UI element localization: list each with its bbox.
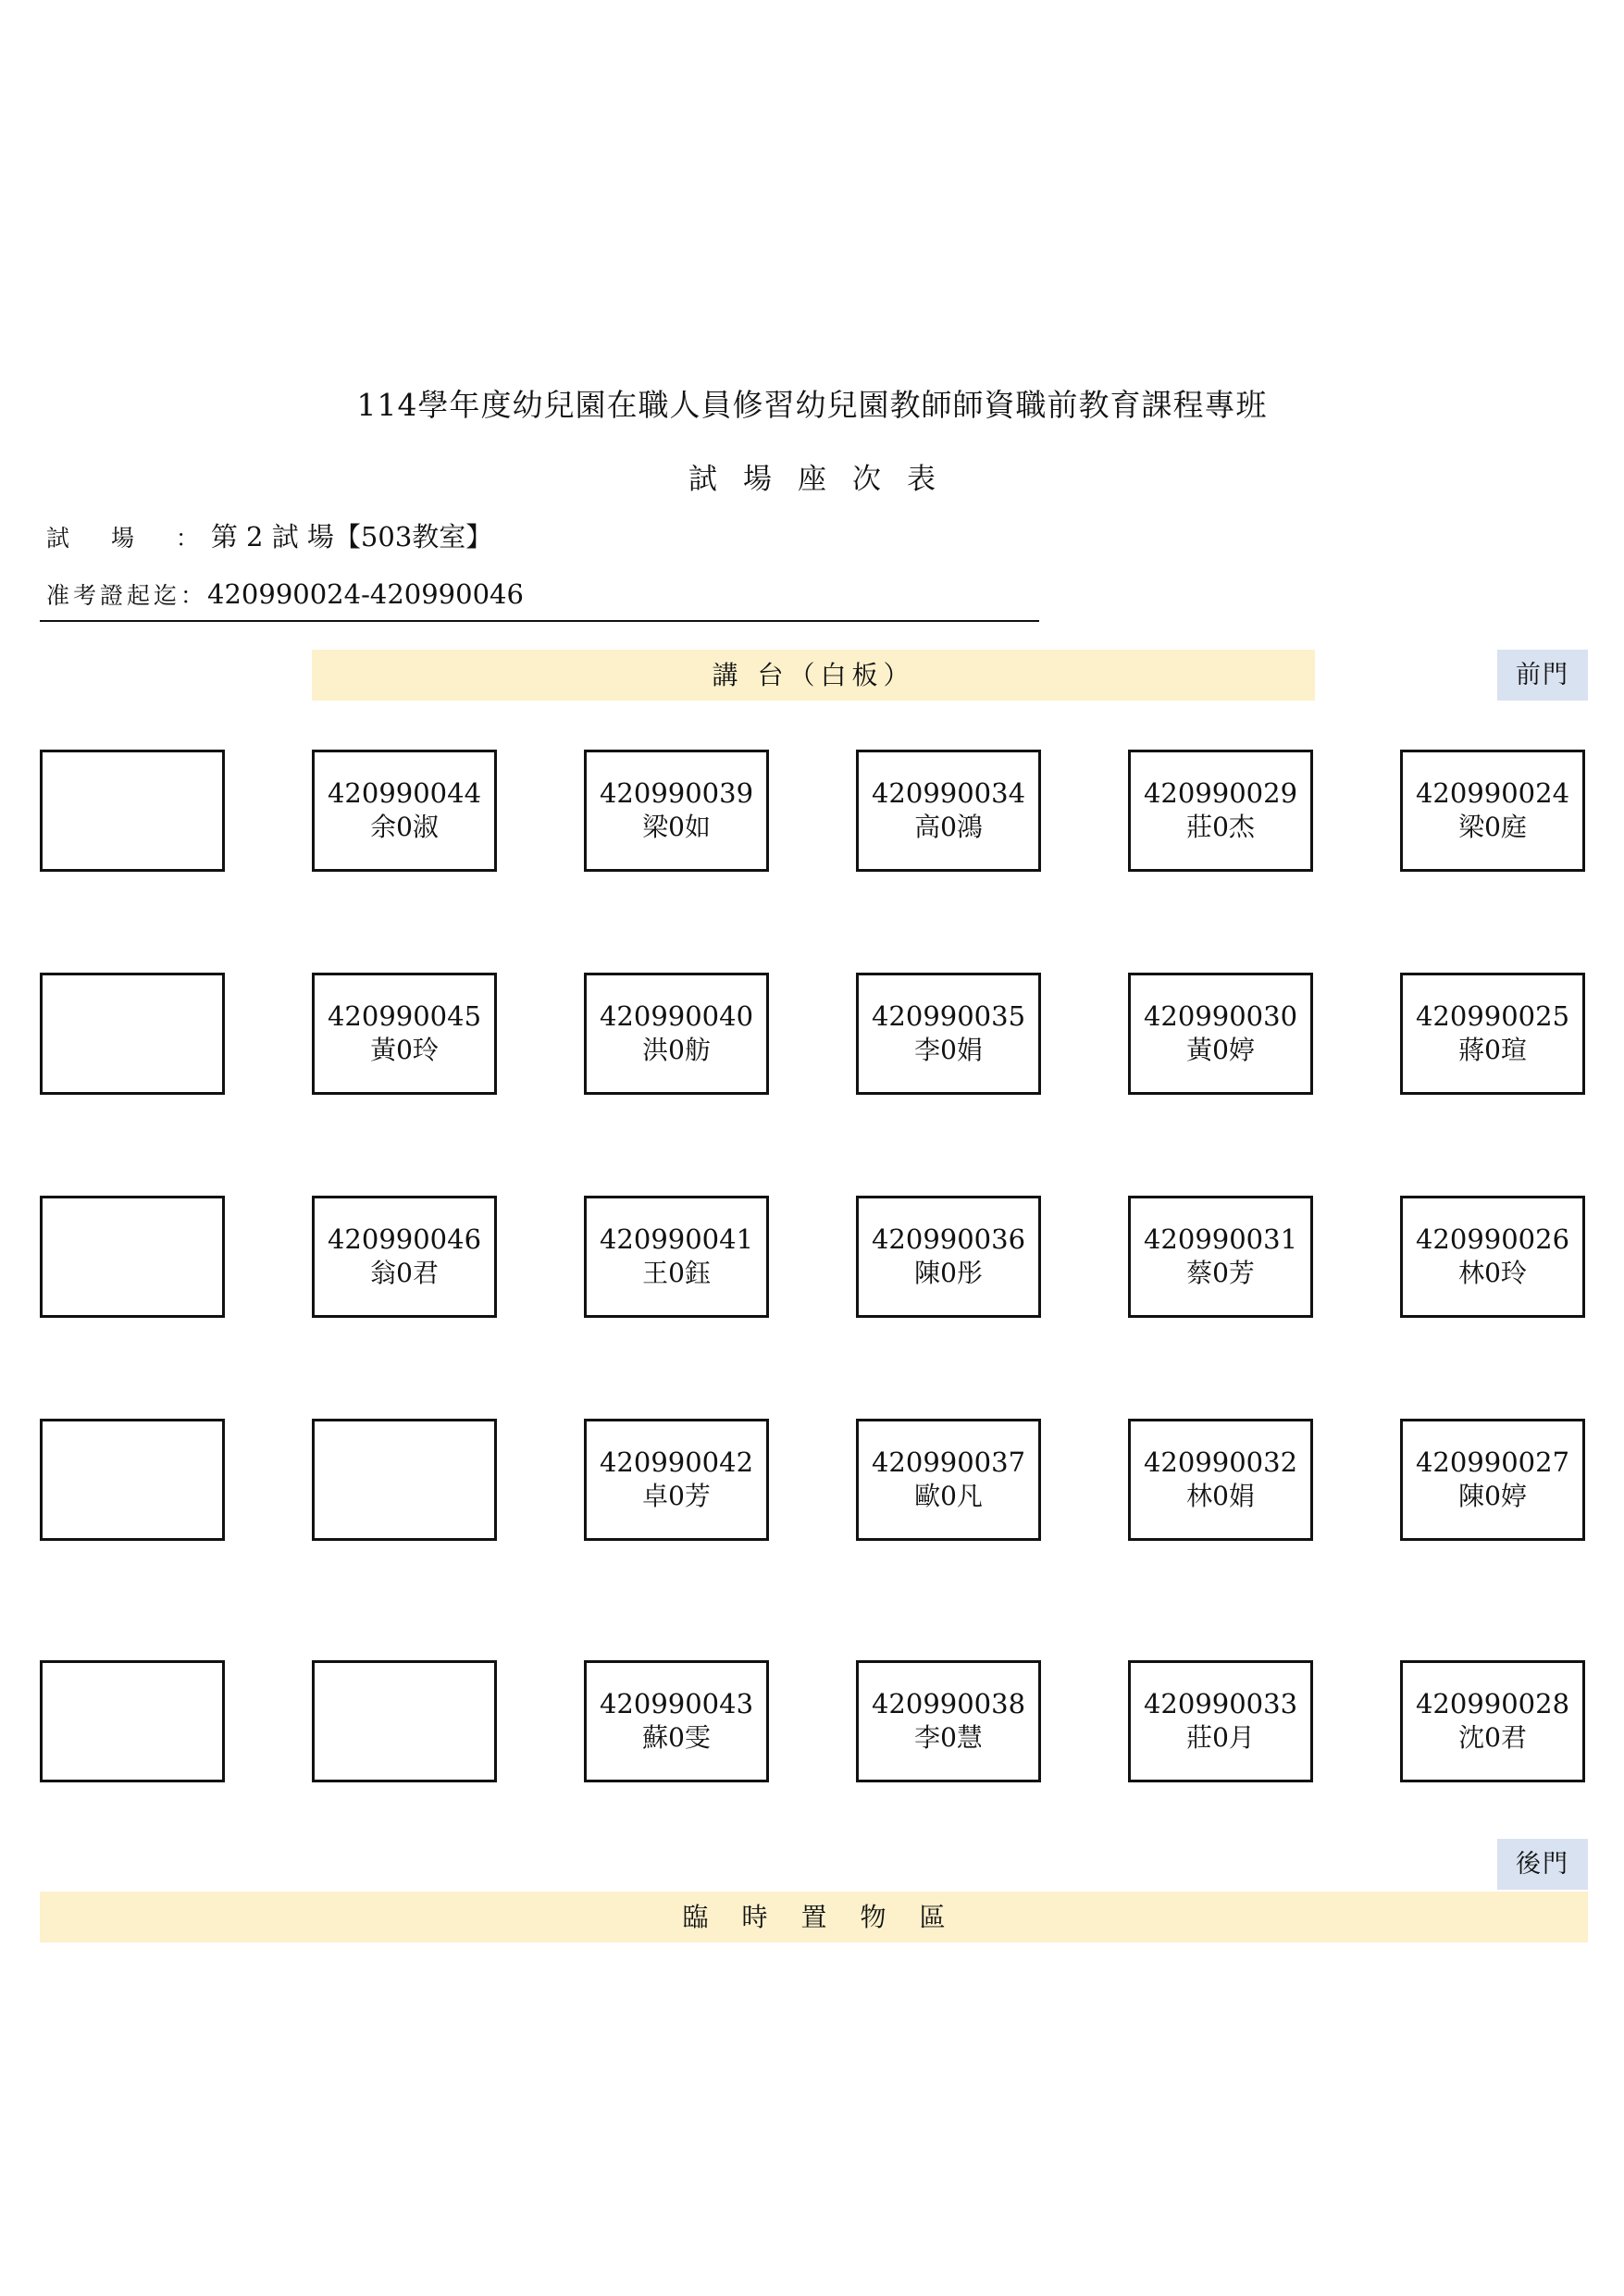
seat-candidate-name: 高0鴻 (914, 812, 983, 842)
seat-ticket-number: 420990045 (327, 1000, 482, 1032)
seat-box (856, 973, 1041, 1095)
seat-box (1128, 973, 1313, 1095)
seat-ticket-number: 420990038 (871, 1688, 1026, 1719)
seat-box (40, 1196, 225, 1318)
seat-candidate-name: 歐0凡 (914, 1481, 983, 1511)
seat-box (856, 1660, 1041, 1782)
seat-box (1400, 1660, 1585, 1782)
seat-box (856, 1419, 1041, 1541)
seat-candidate-name: 沈0君 (1458, 1722, 1527, 1753)
seat-candidate-name: 陳0彤 (914, 1258, 983, 1288)
seat-box (584, 1196, 769, 1318)
seat-ticket-number: 420990037 (871, 1446, 1026, 1478)
back-door-label: 後門 (1497, 1839, 1588, 1890)
seat-candidate-name: 蔣0瑄 (1458, 1035, 1527, 1065)
seat-ticket-number: 420990029 (1143, 777, 1298, 809)
seat-ticket-number: 420990040 (599, 1000, 754, 1032)
seat-candidate-name: 余0淑 (370, 812, 439, 842)
exam-room-info (46, 516, 492, 554)
seat-ticket-number: 420990025 (1415, 1000, 1570, 1032)
ticket-range-value: 420990024-420990046 (207, 578, 524, 610)
seat-box (1128, 1660, 1313, 1782)
seat-ticket-number: 420990032 (1143, 1446, 1298, 1478)
seat-box (1128, 750, 1313, 872)
seat-ticket-number: 420990024 (1415, 777, 1570, 809)
seat-box (584, 1419, 769, 1541)
podium-whiteboard: 講 台（白板） (312, 650, 1315, 701)
exam-room-label: 試 場 ： (46, 525, 203, 552)
seat-candidate-name: 梁0庭 (1458, 812, 1527, 842)
seat-box (1128, 1196, 1313, 1318)
seat-candidate-name: 卓0芳 (642, 1481, 711, 1511)
seat-box (856, 1196, 1041, 1318)
seat-box (312, 1196, 497, 1318)
seat-candidate-name: 王0鈺 (642, 1258, 711, 1288)
seat-ticket-number: 420990046 (327, 1223, 482, 1255)
exam-room-value: 第 2 試 場【503教室】 (210, 521, 493, 552)
seat-candidate-name: 黃0婷 (1186, 1035, 1255, 1065)
seat-box (40, 1660, 225, 1782)
seat-ticket-number: 420990031 (1143, 1223, 1298, 1255)
seat-candidate-name: 林0玲 (1458, 1258, 1527, 1288)
seat-ticket-number: 420990043 (599, 1688, 754, 1719)
seat-box (312, 750, 497, 872)
temporary-storage-area: 臨時置物區 (40, 1892, 1588, 1942)
seat-ticket-number: 420990034 (871, 777, 1026, 809)
seat-candidate-name: 莊0杰 (1186, 812, 1255, 842)
seat-ticket-number: 420990039 (599, 777, 754, 809)
seat-box (1400, 750, 1585, 872)
document-title: 114學年度幼兒園在職人員修習幼兒園教師師資職前教育課程專班 (356, 387, 1268, 423)
seat-candidate-name: 黃0玲 (370, 1035, 439, 1065)
seat-candidate-name: 洪0舫 (642, 1035, 711, 1065)
seat-ticket-number: 420990033 (1143, 1688, 1298, 1719)
seat-candidate-name: 李0慧 (914, 1722, 983, 1753)
seat-box (312, 1419, 497, 1541)
seat-candidate-name: 林0娟 (1186, 1481, 1255, 1511)
seat-ticket-number: 420990042 (599, 1446, 754, 1478)
seat-box (584, 1660, 769, 1782)
seat-ticket-number: 420990036 (871, 1223, 1026, 1255)
seat-candidate-name: 莊0月 (1186, 1722, 1255, 1753)
seat-candidate-name: 蘇0雯 (642, 1722, 711, 1753)
seat-box (312, 1660, 497, 1782)
seat-ticket-number: 420990041 (599, 1223, 754, 1255)
seat-candidate-name: 陳0婷 (1458, 1481, 1527, 1511)
seat-ticket-number: 420990044 (327, 777, 482, 809)
seat-candidate-name: 李0娟 (914, 1035, 983, 1065)
document-subtitle: 試場座次表 (688, 463, 961, 496)
header-divider (40, 620, 1039, 622)
seat-ticket-number: 420990026 (1415, 1223, 1570, 1255)
seat-box (856, 750, 1041, 872)
seat-ticket-number: 420990035 (871, 1000, 1026, 1032)
ticket-range-label: 准考證起迄： (46, 582, 208, 609)
seat-box (40, 750, 225, 872)
seat-box (584, 750, 769, 872)
seat-box (1128, 1419, 1313, 1541)
ticket-range-info (46, 577, 524, 611)
seat-ticket-number: 420990028 (1415, 1688, 1570, 1719)
seat-box (40, 1419, 225, 1541)
seat-box (312, 973, 497, 1095)
seat-box (40, 973, 225, 1095)
seat-candidate-name: 蔡0芳 (1186, 1258, 1255, 1288)
seat-candidate-name: 梁0如 (642, 812, 711, 842)
seat-box (1400, 1196, 1585, 1318)
seat-box (584, 973, 769, 1095)
seat-candidate-name: 翁0君 (370, 1258, 439, 1288)
seat-box (1400, 1419, 1585, 1541)
seat-ticket-number: 420990030 (1143, 1000, 1298, 1032)
seat-ticket-number: 420990027 (1415, 1446, 1570, 1478)
seat-box (1400, 973, 1585, 1095)
front-door-label: 前門 (1497, 650, 1588, 701)
